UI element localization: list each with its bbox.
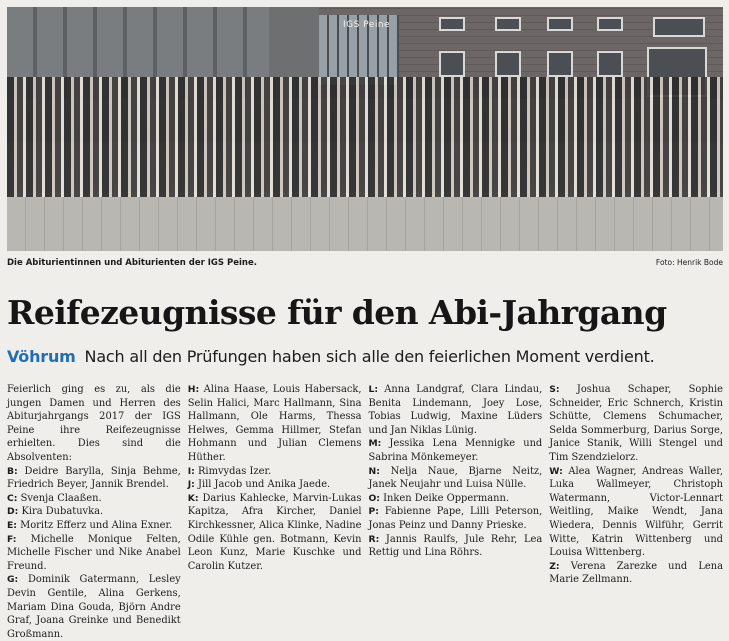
entry-letter: C:: [7, 492, 18, 504]
entry-m: [369, 437, 543, 464]
entry-names: Anna Landgraf, Clara Lindau, Benita Lindemann, Joey Lose, Tobias Ludwig, Maxine Lüders und Jan Niklas Lünig.: [368, 384, 543, 436]
entry-d: [7, 505, 181, 519]
entry-letter: K:: [187, 492, 199, 504]
entry-names: Moritz Efferz und Alina Exner.: [20, 519, 173, 531]
entry-letter: W:: [549, 465, 563, 477]
entry-names: Deidre Barylla, Sinja Behme, Friedrich Beyer, Jannik Brendel.: [7, 465, 181, 491]
entry-names: Joshua Schaper, Sophie Schneider, Eric Schnerch, Kristin Schütte, Clemens Schumacher, Selda Sommerburg, Darius Sorge, Janice Stanik, Willi Stengel und Tim Szendzielorz.: [549, 384, 724, 463]
entry-names: Alea Wagner, Andreas Waller, Luka Wallmeyer, Christoph Watermann, Victor-Lennart Weitling, Maike Wendt, Jana Wiedera, Dennis Wilführ, Gerrit Witte, Katrin Wittenberg und Louisa Wittenberg.: [549, 465, 724, 559]
entry-h: [188, 383, 362, 465]
entry-g: [7, 573, 181, 641]
window: [439, 17, 465, 31]
location-tag: Vöhrum: [7, 347, 76, 366]
entry-names: Inken Deike Oppermann.: [383, 492, 510, 504]
column-4: [549, 383, 723, 600]
window: [439, 51, 465, 77]
entry-c: [7, 492, 181, 506]
entry-letter: H:: [187, 384, 200, 395]
caption-text: Die Abiturientinnen und Abiturienten der IGS Peine.: [7, 258, 257, 268]
entry-letter: B:: [7, 465, 18, 477]
entry-names: Rimvydas Izer.: [197, 465, 272, 477]
entry-l: [369, 383, 543, 437]
entry-e: [7, 519, 181, 533]
column-3: [369, 383, 543, 600]
window: [547, 17, 573, 31]
entry-j: [188, 478, 362, 492]
headline: Reifezeugnisse für den Abi-Jahrgang: [7, 293, 667, 332]
entry-p: [369, 505, 543, 532]
entry-letter: E:: [7, 519, 17, 531]
entry-letter: O:: [368, 492, 380, 504]
photo-credit: Foto: Henrik Bode: [655, 258, 723, 267]
entry-letter: D:: [7, 506, 19, 518]
entry-f: [7, 533, 181, 574]
entry-r: [369, 533, 543, 560]
window: [597, 17, 623, 31]
entry-letter: Z:: [549, 560, 560, 572]
entry-names: Jessika Lena Mennigke und Sabrina Mönkemeyer.: [368, 438, 543, 463]
class-photo: [7, 7, 723, 251]
entry-names: Darius Kahlecke, Marvin-Lukas Kapitza, Afra Kircher, Daniel Kirchkessner, Alica Klinke, Nadine Odile Kühle gen. Botmann, Kevin Leon Kunz, Marie Kuschke und Carolin Kutzer.: [187, 492, 362, 572]
entry-letter: G:: [7, 574, 19, 586]
entry-names: Alina Haase, Louis Habersack, Selin Halici, Marc Hallmann, Sina Hallmann, Ole Harms, Thessa Helwes, Gemma Hillmer, Stefan Hohmann und Julian Clemens Hüther.: [187, 384, 362, 463]
entry-names: Dominik Gatermann, Lesley Devin Gentile, Alina Gerkens, Mariam Dina Gouda, Björn Andre Graf, Joana Greinke und Benedikt Großmann.: [7, 574, 181, 640]
article-body: [7, 383, 724, 640]
entry-o: [369, 492, 543, 506]
window: [495, 17, 521, 31]
photo-caption: [7, 258, 723, 268]
window: [597, 51, 623, 77]
entry-letter: J:: [187, 479, 195, 491]
entry-names: Kira Dubatuvka.: [21, 506, 104, 518]
window: [547, 51, 573, 77]
entry-names: Michelle Monique Felten, Michelle Fischer und Nike Anabel Freund.: [7, 533, 181, 572]
entry-n: [369, 465, 543, 492]
intro-paragraph: Feierlich ging es zu, als die jungen Damen und Herren des Abiturjahrgangs 2017 der IGS Peine ihre Reifezeugnisse erhielten. Dies sind die Absolventen:: [7, 384, 181, 463]
window: [495, 51, 521, 77]
graduates-group: [7, 77, 723, 197]
entry-names: Jannis Raulfs, Jule Rehr, Lea Rettig und Lina Röhrs.: [368, 533, 543, 559]
entry-names: Svenja Claaßen.: [20, 492, 102, 504]
school-sign: IGS Peine: [343, 20, 391, 30]
entry-letter: L:: [368, 384, 379, 395]
entry-z: [549, 560, 723, 587]
entry-k: [188, 492, 362, 574]
subheadline-text: Nach all den Prüfungen haben sich alle den feierlichen Moment verdient.: [84, 347, 655, 366]
entry-w: [549, 465, 723, 560]
entry-names: Verena Zarezke und Lena Marie Zellmann.: [549, 560, 723, 586]
entry-i: [188, 465, 362, 479]
entry-names: Jill Jacob und Anika Jaede.: [197, 479, 331, 491]
entry-letter: M:: [368, 438, 382, 450]
entry-s: [549, 383, 723, 465]
entry-names: Nelja Naue, Bjarne Neitz, Janek Neujahr und Luisa Nülle.: [368, 465, 543, 491]
pavement: [7, 192, 723, 251]
entry-letter: F:: [7, 533, 17, 545]
entry-letter: I:: [187, 465, 195, 477]
subheadline: [7, 347, 723, 366]
entry-b: [7, 465, 181, 492]
entry-letter: P:: [368, 506, 379, 518]
column-1: [7, 383, 181, 640]
entry-letter: R:: [368, 533, 380, 545]
window: [653, 17, 705, 37]
entry-names: Fabienne Pape, Lilli Peterson, Jonas Peinz und Danny Prieske.: [368, 506, 543, 531]
column-2: [188, 383, 362, 600]
entry-letter: S:: [549, 384, 560, 395]
entry-letter: N:: [368, 465, 380, 477]
